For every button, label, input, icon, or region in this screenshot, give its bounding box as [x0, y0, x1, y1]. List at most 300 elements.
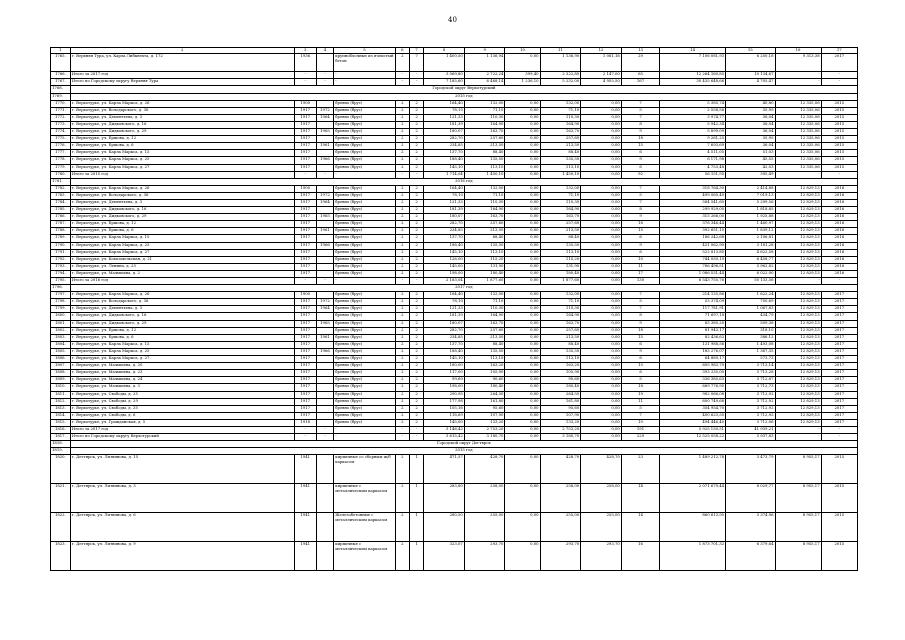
table-cell: 1917	[294, 370, 316, 377]
table-cell: 3 713,14	[726, 363, 775, 370]
table-cell: 2	[409, 398, 423, 405]
table-cell: 1917	[294, 356, 316, 363]
table-cell: 1941	[294, 455, 316, 484]
table-cell: 2	[395, 455, 409, 484]
table-cell: 12 335,06	[775, 157, 821, 164]
table-cell: -	[294, 426, 316, 433]
table-cell: 257,60	[540, 327, 581, 334]
table-cell: 0,00	[505, 455, 540, 484]
table-cell: 2015	[821, 121, 857, 128]
table-cell: -	[334, 79, 395, 86]
table-cell: -	[395, 79, 409, 86]
table-cell: 164,40	[424, 185, 465, 192]
table-cell: 115,20	[464, 256, 505, 263]
table-cell: -	[821, 278, 857, 285]
table-cell: 1787.	[51, 221, 71, 228]
table-cell: 392 651,10	[660, 228, 726, 235]
table-cell: 2	[395, 513, 409, 542]
table-cell: 78,10	[424, 299, 465, 306]
table-cell: 5	[621, 192, 659, 199]
table-cell: 1 367,35	[726, 348, 775, 355]
table-cell: 0,00	[505, 270, 540, 277]
table-cell: 0,00	[581, 377, 622, 384]
table-cell: 213,50	[464, 143, 505, 150]
table-cell: 132,00	[464, 292, 505, 299]
table-cell: 7 106 081,93	[660, 54, 726, 72]
table-cell: 1809.	[51, 377, 71, 384]
table-cell: 164,40	[424, 100, 465, 107]
table-cell: 163,70	[464, 320, 505, 327]
table-cell: 0,00	[505, 412, 540, 419]
table-cell: 2015	[821, 136, 857, 143]
table-cell: 82 436,62	[660, 334, 726, 341]
table-cell: 12 829,13	[775, 412, 821, 419]
table-cell: 1 925,88	[726, 214, 775, 221]
table-row	[51, 313, 858, 320]
table-cell: 400 623,55	[660, 412, 726, 419]
table-cell: 132,00	[540, 185, 581, 192]
table-cell: г. Верхотурье, ул. Дидковского, д. 29	[70, 320, 294, 327]
table-cell: 2017	[821, 405, 857, 412]
table-row	[51, 405, 858, 412]
table-cell: 12 829,13	[775, 384, 821, 391]
table-cell: 9	[621, 129, 659, 136]
table-cell: 0,00	[505, 185, 540, 192]
table-cell	[316, 327, 334, 334]
table-cell: 264,50	[464, 391, 505, 398]
table-cell	[316, 54, 334, 72]
table-cell: бревно (брус)	[334, 348, 395, 355]
table-cell: 198,00	[424, 270, 465, 277]
table-cell: Итого за 2017 год	[70, 426, 294, 433]
table-cell: 2	[395, 270, 409, 277]
table-cell: 2016	[821, 221, 857, 228]
table-cell: 18	[621, 327, 659, 334]
table-cell: 2	[409, 270, 423, 277]
table-row	[51, 157, 858, 164]
table-cell: 0,00	[581, 100, 622, 107]
table-cell: Итого за 2016 год	[70, 278, 294, 285]
table-cell: 8	[621, 207, 659, 214]
table-cell: 7	[621, 412, 659, 419]
table-cell: 12 829,13	[775, 313, 821, 320]
table-cell: 1821.	[51, 484, 71, 513]
table-cell: 522 813,80	[660, 249, 726, 256]
table-cell: 0,00	[505, 320, 540, 327]
table-cell: 0,00	[581, 370, 622, 377]
table-cell: 1788.	[51, 228, 71, 235]
table-cell: 1795.	[51, 278, 71, 285]
table-cell: 2015	[821, 157, 857, 164]
table-cell: 2015	[821, 542, 857, 571]
table-cell: 181,39	[424, 121, 465, 128]
table-cell: 105,16	[424, 405, 465, 412]
table-cell	[316, 341, 334, 348]
table-cell: 8	[621, 121, 659, 128]
table-cell: 1811.	[51, 391, 71, 398]
table-cell: 12 335,06	[775, 107, 821, 114]
table-cell: 2	[395, 242, 409, 249]
table-cell: г. Верхотурье, ул. Карла Маркса, д. 27	[70, 249, 294, 256]
table-cell: 10	[621, 419, 659, 426]
table-cell: 7	[621, 199, 659, 206]
table-cell: г. Верхотурье, ул. Малышева, д. 24	[70, 377, 294, 384]
table-cell: 0,00	[581, 270, 622, 277]
table-cell: 0,00	[505, 171, 540, 178]
table-cell: 1917	[294, 249, 316, 256]
table-cell: 0,00	[581, 306, 622, 313]
table-cell: 315 266,00	[660, 214, 726, 221]
table-cell	[316, 313, 334, 320]
table-cell: 2	[409, 327, 423, 334]
table-cell: 99,60	[424, 377, 465, 384]
table-cell: 669 776,95	[660, 384, 726, 391]
table-cell: -	[334, 171, 395, 178]
section-row	[51, 285, 858, 292]
table-cell: 2016	[821, 185, 857, 192]
table-cell: 1 136,90	[540, 54, 581, 72]
table-cell: 1917	[294, 228, 316, 235]
table-cell: 1917	[294, 221, 316, 228]
table-row	[51, 348, 858, 355]
table-cell: 2015	[821, 150, 857, 157]
table-cell: 0,00	[505, 419, 540, 426]
table-cell: 164,90	[540, 207, 581, 214]
table-cell: 12 829,13	[775, 299, 821, 306]
table-cell: 1 839,12	[726, 228, 775, 235]
table-cell: 186 242,68	[660, 235, 726, 242]
table-cell: 7 693,69	[660, 143, 726, 150]
table-cell: 2	[409, 384, 423, 391]
table-cell: 135,50	[540, 242, 581, 249]
table-cell: 3 146,42	[424, 426, 465, 433]
table-cell: г. Верхотурье, ул. Свободы, д. 29	[70, 398, 294, 405]
table-row	[51, 235, 858, 242]
section-label-cell: Городской округ Верхотурский	[70, 86, 857, 93]
table-cell: бревно (брус)	[334, 164, 395, 171]
table-cell: 0,00	[581, 114, 622, 121]
table-cell: 0,00	[581, 278, 622, 285]
table-cell: 1961	[316, 334, 334, 341]
table-cell: 1798.	[51, 299, 71, 306]
table-cell: 1917	[294, 242, 316, 249]
table-cell: 1820.	[51, 455, 71, 484]
table-cell: 1782.	[51, 185, 71, 192]
table-cell: 1917	[294, 256, 316, 263]
table-cell: 1808.	[51, 370, 71, 377]
table-cell: бревно (брус)	[334, 129, 395, 136]
table-cell: 9 261,25	[660, 136, 726, 143]
table-cell: г. Верхотурье, ул. Карла Маркса, д. 25	[70, 157, 294, 164]
table-cell: 2015	[821, 100, 857, 107]
table-cell: 163,20	[464, 363, 505, 370]
table-cell: 4 955,50	[581, 79, 622, 86]
table-cell: 2016	[821, 270, 857, 277]
table-cell: 0,00	[581, 164, 622, 171]
table-cell	[316, 398, 334, 405]
section-row	[51, 441, 858, 448]
table-cell: 12 829,13	[775, 377, 821, 384]
table-cell	[316, 292, 334, 299]
table-cell: 428,70	[581, 455, 622, 484]
table-cell: 2016	[821, 263, 857, 270]
table-cell: 2	[409, 356, 423, 363]
table-cell: 0,00	[581, 214, 622, 221]
table-cell: 180,00	[424, 363, 465, 370]
table-cell: 1807.	[51, 363, 71, 370]
table-cell: 180,40	[464, 270, 505, 277]
table-cell: 1917	[294, 391, 316, 398]
table-cell: 1 493,08	[726, 341, 775, 348]
table-cell: 1 400,50	[424, 54, 465, 72]
table-cell: 0,00	[505, 199, 540, 206]
table-cell: бревно (брус)	[334, 405, 395, 412]
table-cell: 257,60	[540, 136, 581, 143]
table-cell: 9	[621, 214, 659, 221]
table-cell: 145,10	[424, 164, 465, 171]
table-cell: 0,00	[581, 157, 622, 164]
table-cell: 35,99	[726, 107, 775, 114]
table-cell: 113,10	[540, 356, 581, 363]
table-cell: 1917	[294, 150, 316, 157]
table-cell: 1964	[316, 114, 334, 121]
table-cell: 283,80	[424, 484, 465, 513]
table-cell: 1785.	[51, 207, 71, 214]
table-cell: 135,50	[464, 242, 505, 249]
section-row	[51, 86, 858, 93]
table-cell: 2	[409, 114, 423, 121]
table-cell: 2	[409, 107, 423, 114]
table-cell: 2 558,56	[660, 107, 726, 114]
table-cell: 0,00	[581, 363, 622, 370]
table-cell: 88,40	[540, 150, 581, 157]
table-cell: 0,00	[581, 235, 622, 242]
table-cell: 1918	[294, 419, 316, 426]
table-cell	[316, 185, 334, 192]
table-cell: 1917	[294, 129, 316, 136]
table-cell: 1786.	[51, 214, 71, 221]
table-cell: 180,07	[424, 129, 465, 136]
table-cell: 3 712,73	[726, 384, 775, 391]
table-cell: 234,85	[424, 228, 465, 235]
table-cell: бревно (брус)	[334, 419, 395, 426]
table-cell: 12 829,13	[775, 320, 821, 327]
table-cell: 3 473,79	[726, 455, 775, 484]
table-cell: 2	[395, 249, 409, 256]
table-row	[51, 398, 858, 405]
table-cell: 92	[621, 171, 659, 178]
table-cell: -	[294, 79, 316, 86]
table-cell: 145,00	[424, 419, 465, 426]
table-cell: 121,33	[424, 199, 465, 206]
table-row	[51, 299, 858, 306]
table-cell: 1917	[294, 143, 316, 150]
table-cell: бревно (брус)	[334, 377, 395, 384]
table-cell: 12 829,13	[775, 192, 821, 199]
table-cell: г. Верхотурье, ул. Свободы, д. 25	[70, 391, 294, 398]
table-cell: 164,90	[540, 313, 581, 320]
table-cell: 2016	[821, 242, 857, 249]
table-cell: 2	[409, 214, 423, 221]
row-number-cell: 1819.	[51, 448, 71, 455]
table-cell: 163,70	[540, 320, 581, 327]
table-cell: 2 753,20	[464, 426, 505, 433]
table-cell: 3 974,77	[660, 114, 726, 121]
table-cell	[316, 249, 334, 256]
table-cell: 2	[395, 306, 409, 313]
table-cell: 12 335,06	[775, 100, 821, 107]
table-cell: 8	[621, 313, 659, 320]
table-cell: 53 374,09	[660, 299, 726, 306]
table-cell: 0,00	[505, 228, 540, 235]
table-cell: 1917	[294, 377, 316, 384]
table-cell	[316, 263, 334, 270]
table-cell: 2	[395, 129, 409, 136]
table-cell: 56 151,95	[660, 171, 726, 178]
table-cell: 0,00	[505, 129, 540, 136]
table-cell: 2 183,04	[424, 278, 465, 285]
table-cell: 318 764,30	[660, 185, 726, 192]
table-cell: г. Дегтярск, ул. Литвинова, д. 15	[70, 455, 294, 484]
table-cell: 110,30	[464, 306, 505, 313]
table-cell: 41 939,21	[726, 426, 775, 433]
table-cell: 1778.	[51, 157, 71, 164]
table-row	[51, 426, 858, 433]
table-cell: 750,69	[726, 299, 775, 306]
table-cell: 1917	[294, 107, 316, 114]
table-cell: 0,00	[581, 136, 622, 143]
table-cell: г. Верхотурье, ул. Карла Маркса, д. 15	[70, 150, 294, 157]
table-cell: 2	[395, 384, 409, 391]
column-number-cell: 12	[581, 48, 622, 54]
table-cell: 135,50	[464, 157, 505, 164]
table-cell: 2	[409, 313, 423, 320]
table-cell: 188,40	[424, 242, 465, 249]
table-cell: 36,04	[726, 121, 775, 128]
table-cell	[316, 100, 334, 107]
table-cell: г. Верхотурье, ул. Дементьева, д. 3	[70, 306, 294, 313]
table-cell: 2	[409, 306, 423, 313]
table-cell	[316, 121, 334, 128]
table-cell: 12 335,06	[775, 136, 821, 143]
table-cell: бревно (брус)	[334, 221, 395, 228]
table-cell: 744 050,19	[660, 256, 726, 263]
column-number-cell: 2	[70, 48, 294, 54]
table-row	[51, 192, 858, 199]
table-cell: 7	[621, 114, 659, 121]
table-cell: 354 954,70	[660, 405, 726, 412]
table-cell: 1917	[294, 334, 316, 341]
table-cell: 1 622,24	[726, 292, 775, 299]
table-cell: 0,00	[505, 54, 540, 72]
table-cell: 0,00	[581, 398, 622, 405]
table-cell: 293,70	[581, 542, 622, 571]
table-cell: -	[294, 434, 316, 441]
table-cell: -	[821, 171, 857, 178]
table-cell: 95,60	[540, 405, 581, 412]
table-cell: 2	[395, 157, 409, 164]
table-cell: 12 335,06	[775, 129, 821, 136]
table-cell: 132,00	[540, 100, 581, 107]
table-cell: 1814.	[51, 412, 71, 419]
table-cell: 2	[409, 292, 423, 299]
table-cell: 7	[621, 100, 659, 107]
table-cell: 12 829,13	[775, 356, 821, 363]
table-cell: Железобетонные с металлическим каркасом	[334, 513, 395, 542]
table-cell: 4 753,48	[660, 164, 726, 171]
table-cell: 0,00	[505, 143, 540, 150]
table-cell: 133,20	[540, 419, 581, 426]
table-cell: 12 829,13	[775, 207, 821, 214]
table-cell: 1773.	[51, 121, 71, 128]
table-row	[51, 249, 858, 256]
table-row	[51, 214, 858, 221]
table-cell: 2	[409, 157, 423, 164]
table-cell: 1816.	[51, 426, 71, 433]
table-cell: 1917	[294, 405, 316, 412]
table-cell: 163,70	[464, 129, 505, 136]
table-cell: 0,00	[505, 136, 540, 143]
table-cell: 8 955,17	[775, 455, 821, 484]
table-cell: 0,00	[505, 100, 540, 107]
table-cell: 2	[395, 263, 409, 270]
table-cell: 10	[621, 256, 659, 263]
table-cell: 1917	[294, 320, 316, 327]
table-cell: 280,50	[424, 513, 465, 542]
table-cell: 12 829,13	[775, 228, 821, 235]
table-cell: 0,00	[505, 235, 540, 242]
column-number-cell: 6	[395, 48, 409, 54]
table-cell: 12 335,06	[775, 121, 821, 128]
table-cell: 161,80	[464, 398, 505, 405]
table-cell: 2	[409, 164, 423, 171]
table-cell: 2 414,88	[726, 185, 775, 192]
table-cell: 6	[621, 370, 659, 377]
table-cell: 2	[395, 114, 409, 121]
table-cell: 584 541,60	[660, 199, 726, 206]
table-cell: г. Дегтярск, ул. Литвинова, д. 6	[70, 513, 294, 542]
table-cell: 12 525 058,22	[660, 434, 726, 441]
table-row	[51, 341, 858, 348]
table-cell: 12 829,13	[775, 341, 821, 348]
table-cell: 1799.	[51, 306, 71, 313]
table-cell: 1917	[294, 263, 316, 270]
table-cell: бревно (брус)	[334, 334, 395, 341]
table-row	[51, 164, 858, 171]
table-cell: -	[409, 171, 423, 178]
table-cell: 18	[621, 136, 659, 143]
table-cell: 2016	[821, 214, 857, 221]
table-cell: 213,50	[540, 334, 581, 341]
table-cell: 161,80	[540, 398, 581, 405]
table-cell	[316, 419, 334, 426]
table-cell: 12 829,13	[775, 249, 821, 256]
table-cell: 2 106,81	[726, 235, 775, 242]
table-cell: 1964	[316, 199, 334, 206]
table-cell: 110,30	[464, 199, 505, 206]
table-cell: 0,00	[581, 426, 622, 433]
table-cell: 8 955,17	[775, 513, 821, 542]
section-label-cell: 2015 год	[70, 93, 857, 100]
table-cell: 164,40	[424, 292, 465, 299]
table-cell: 2	[395, 54, 409, 72]
table-cell: 135,50	[540, 348, 581, 355]
table-cell: 12 829,13	[775, 419, 821, 426]
table-cell: 0,00	[505, 157, 540, 164]
row-number-cell: 1818.	[51, 441, 71, 448]
table-cell: 1961	[316, 228, 334, 235]
table-cell: 1790.	[51, 242, 71, 249]
